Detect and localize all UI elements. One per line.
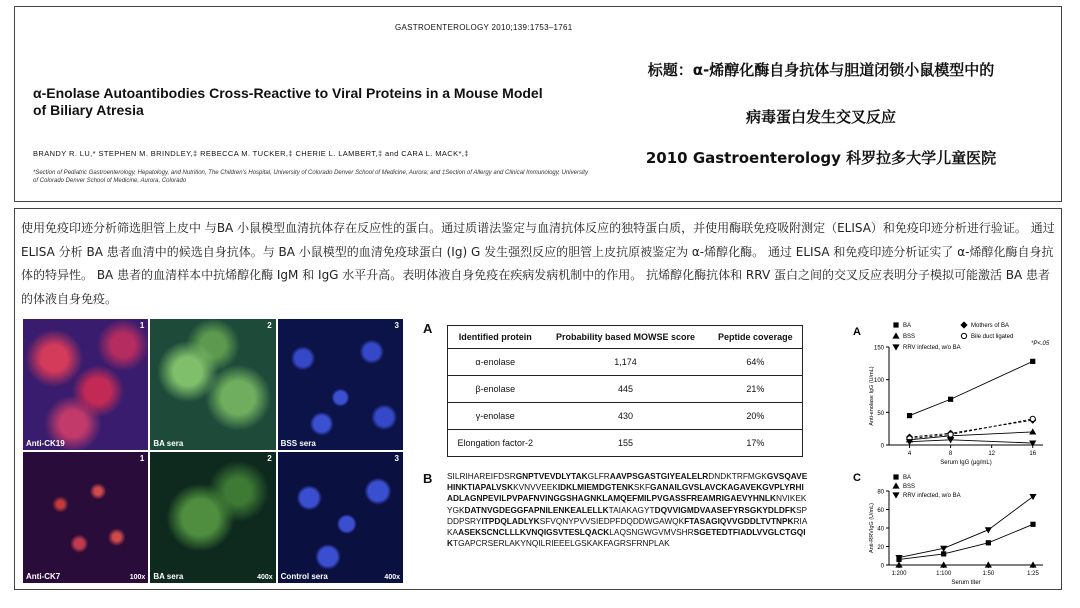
peptide-segment: LAQSNGWGVMVSHR xyxy=(609,527,694,538)
data-point xyxy=(985,527,992,533)
data-point xyxy=(907,413,912,418)
data-point xyxy=(892,492,899,498)
micrograph-image xyxy=(23,452,148,583)
data-point xyxy=(948,397,953,402)
table-cell: β-enolase xyxy=(448,376,543,403)
data-point xyxy=(893,474,898,479)
peptide-segment: SILRIHAREIFDSR xyxy=(447,471,516,481)
micrograph-image xyxy=(150,319,275,450)
micrograph-label: Anti-CK19 xyxy=(26,439,65,448)
data-point xyxy=(941,551,946,556)
peptide-match-segment: GNPTVEVDLYTAK xyxy=(515,471,588,481)
peptide-match-segment: QACK xyxy=(584,527,610,538)
data-point xyxy=(1030,416,1035,421)
peptide-match-segment: DATNVGDEGGFAPNILENKEALELLK xyxy=(464,504,609,515)
table-header: Peptide coverage xyxy=(709,326,803,349)
panel-label-b: B xyxy=(423,471,433,486)
legend-entry: BA xyxy=(903,475,912,481)
x-axis-label: Serum IgG (μg/mL) xyxy=(940,460,992,466)
micrograph-label: Control sera xyxy=(280,572,328,581)
y-axis-label: Anti-enolase IgG (U/mL) xyxy=(869,366,875,426)
y-tick-label: 0 xyxy=(880,563,884,570)
data-point xyxy=(892,482,899,488)
peptide-match-segment: SGETEDTFIADLVVGLCTGQIK xyxy=(447,527,806,549)
data-point xyxy=(960,321,967,328)
micrograph-label: Anti-CK7 xyxy=(26,572,61,581)
annotation: *P<.05 xyxy=(1031,341,1050,347)
series-line xyxy=(910,432,1033,440)
table-cell: 445 xyxy=(542,376,708,403)
y-tick-label: 150 xyxy=(873,345,884,352)
table-cell: Elongation factor-2 xyxy=(448,430,543,457)
x-tick-label: 8 xyxy=(948,451,953,457)
micrograph-magnification: 100x xyxy=(129,574,146,581)
peptide-match-segment: ASEKSCNCLLLKVNQIGSVTESL xyxy=(458,527,585,538)
legend-entry: RRV infected, w/o BA xyxy=(903,493,961,499)
peptide-segment: TAIAKAGYT xyxy=(608,504,655,515)
panel-label-chart-a: A xyxy=(853,326,861,338)
chart-c xyxy=(837,469,1059,587)
peptide-segment: KVNVVEEK xyxy=(513,482,558,493)
data-point xyxy=(892,344,899,350)
figure-panel xyxy=(14,208,1062,590)
micrograph-number: 3 xyxy=(394,454,399,463)
micrograph-magnification: 400x xyxy=(384,574,400,581)
micrograph-grid xyxy=(23,319,403,583)
peptide-match-segment: GVSQAVEHINKTIAPALVSK xyxy=(447,471,808,493)
peptide-segment: SKF xyxy=(633,482,651,493)
micrograph-label: BSS sera xyxy=(280,439,316,448)
peptide-match-segment: IDKLMIEMDGTENK xyxy=(557,482,634,493)
peptide-match-segment: GANAILGVSLAVCK xyxy=(650,482,728,493)
table-row xyxy=(448,430,803,457)
table-cell: α-enolase xyxy=(448,349,543,376)
x-axis-label: Serum titer xyxy=(951,580,981,586)
micrograph-number: 2 xyxy=(267,454,272,463)
x-tick-label: 4 xyxy=(907,451,912,457)
protein-table xyxy=(447,325,803,457)
peptide-segment: TGAPCRSERLAKYNQILRI xyxy=(453,538,554,549)
x-tick-label: 1:50 xyxy=(982,571,995,577)
series-line xyxy=(899,524,1033,559)
data-point xyxy=(1030,359,1035,364)
y-tick-label: 20 xyxy=(877,545,884,551)
table-cell: 20% xyxy=(709,403,803,430)
x-tick-label: 1:100 xyxy=(936,571,952,577)
table-cell: 1,174 xyxy=(542,349,708,376)
peptide-segment: GLFR xyxy=(587,471,610,481)
peptide-sequence xyxy=(447,471,809,549)
cn-title-line2: 病毒蛋白发生交叉反应 xyxy=(745,108,896,126)
data-point xyxy=(892,332,899,338)
legend-entry: RRV infected, w/o BA xyxy=(903,345,961,351)
table-row xyxy=(448,376,803,403)
data-point xyxy=(1029,428,1036,434)
table-header: Probability based MOWSE score xyxy=(542,326,708,349)
cn-title-line3: 2010 Gastroenterology 科罗拉多大学儿童医院 xyxy=(645,149,997,167)
micrograph-image xyxy=(23,319,148,450)
series-line xyxy=(910,419,1033,439)
x-tick-label: 12 xyxy=(988,451,996,457)
x-tick-label: 16 xyxy=(1029,451,1037,457)
micrograph-image xyxy=(278,319,403,450)
table-cell: 17% xyxy=(709,430,803,457)
y-tick-label: 0 xyxy=(880,443,884,450)
data-point xyxy=(893,322,898,327)
summary-text: 使用免疫印迹分析筛选胆管上皮中 与BA 小鼠模型血清抗体存在反应性的蛋白。通过质谱法鉴定与血清抗体反应的独特蛋白质，并使用酶联免疫吸附测定（ELISA）和免疫印迹分析进行验证。 通过 ELISA 分析 BA 患者血清中的候选自身抗体。与 BA 小鼠模型的血清免疫球蛋白 (Ig) G 发生强烈反应的胆管上皮抗原被鉴定为 α-烯醇化酶。 通过 ELISA 和免疫印迹分析证实了 α-烯醇化酶自身抗体的特异性。 BA 患者的血清样本中抗烯醇化酶 IgM 和 IgG 水平升高。表明体液自身免疫在疾病发病机制中的作用。 抗烯醇化酶抗体和 RRV 蛋白之间的交叉反应表明分子模拟可能激活 BA 患者的体液自身免疫。 xyxy=(21,221,1055,306)
table-row xyxy=(448,349,803,376)
panel-label-chart-c: C xyxy=(853,472,861,484)
panel-label-a: A xyxy=(423,321,433,336)
micrograph-magnification: 400x xyxy=(257,574,273,581)
micrograph-label: BA sera xyxy=(153,572,184,581)
peptide-match-segment: AAVPSGASTGIYEALELR xyxy=(609,471,709,481)
table-cell: 64% xyxy=(709,349,803,376)
table-row xyxy=(448,403,803,430)
legend-entry: Mothers of BA xyxy=(971,323,1010,329)
data-point xyxy=(1030,522,1035,527)
series-line xyxy=(910,361,1033,415)
micrograph-number: 3 xyxy=(394,321,399,330)
peptide-match-segment: FTASAGIQVVGDDLTVTNPK xyxy=(684,515,794,526)
micrograph-number: 1 xyxy=(139,321,145,330)
y-tick-label: 40 xyxy=(877,526,884,533)
series-line xyxy=(910,440,1033,443)
peptide-match-segment: DQVVIGMDVAASEFYRSGKYDLDFK xyxy=(654,504,796,515)
table-header: Identified protein xyxy=(448,326,543,349)
y-axis-label: Anti-RRVIgG (U/mL) xyxy=(869,502,875,554)
journal-reference: GASTROENTEROLOGY 2010;139:1753–1761 xyxy=(395,23,573,32)
paper-header-panel xyxy=(14,6,1062,202)
data-point xyxy=(948,432,953,437)
legend-entry: Bile duct ligated xyxy=(971,334,1014,340)
peptide-segment: SPDDPSRY xyxy=(447,504,808,526)
peptide-segment: SFVQNYPVVSIEDPF xyxy=(539,515,621,526)
data-point xyxy=(1029,440,1036,446)
peptide-segment: NVIKEKYGK xyxy=(447,493,807,515)
x-tick-label: 1:25 xyxy=(1027,571,1039,577)
cn-title-line1: 标题：α-烯醇化酶自身抗体与胆道闭锁小鼠模型中的 xyxy=(647,61,995,79)
table-cell: 430 xyxy=(542,403,708,430)
peptide-segment: DNDKTRFMGK xyxy=(708,471,767,481)
micrograph-number: 2 xyxy=(267,321,272,330)
peptide-match-segment: ITPDQLADLYK xyxy=(481,515,540,526)
legend-entry: BA xyxy=(903,323,912,329)
peptide-segment: EEELGSKAKFAGRSFRNPLAK xyxy=(553,538,670,549)
y-tick-label: 50 xyxy=(877,410,884,417)
data-point xyxy=(1029,494,1036,500)
data-point xyxy=(961,333,966,338)
chart-a xyxy=(837,321,1059,467)
paper-authors: BRANDY R. LU,* STEPHEN M. BRINDLEY,‡ REBECCA M. TUCKER,‡ CHERIE L. LAMBERT,‡ and CARA L. MACK*,‡ xyxy=(33,149,469,158)
data-point xyxy=(986,540,991,545)
micrograph-image xyxy=(278,452,403,583)
y-tick-label: 60 xyxy=(877,508,884,514)
table-cell: γ-enolase xyxy=(448,403,543,430)
peptide-segment: DQDDWGAWQK xyxy=(620,515,685,526)
y-tick-label: 80 xyxy=(877,489,884,496)
peptide-match-segment: REAMRIGAEVYHNLK xyxy=(691,493,776,504)
paper-affiliations: *Section of Pediatric Gastroenterology, Hepatology, and Nutrition, The Children's Hospital, University of Colorado Denver School of Medicine, Aurora; and ‡Section of Allergy and Clinical Immunology, University of Colorado Denver School of Medicine, Aurora, Colorado xyxy=(33,170,588,184)
micrograph-label: BA sera xyxy=(153,439,184,448)
micrograph-image xyxy=(150,452,275,583)
table-cell: 21% xyxy=(709,376,803,403)
peptide-segment: RIAKA xyxy=(447,515,808,538)
paper-title: α-Enolase Autoantibodies Cross-Reactive to Viral Proteins in a Mouse Model of Biliary Atresia xyxy=(33,85,543,118)
table-cell: 155 xyxy=(542,430,708,457)
peptide-match-segment: AGAVEKGVPLYRHIADLAGNPEVILPVPAFNVINGGSHAGNKLAMQEFMILPVGASSF xyxy=(447,482,804,504)
legend-entry: BSS xyxy=(903,484,916,490)
legend-entry: BSS xyxy=(903,334,916,340)
y-tick-label: 100 xyxy=(873,378,884,385)
micrograph-number: 1 xyxy=(139,454,145,463)
x-tick-label: 1:200 xyxy=(891,571,907,577)
